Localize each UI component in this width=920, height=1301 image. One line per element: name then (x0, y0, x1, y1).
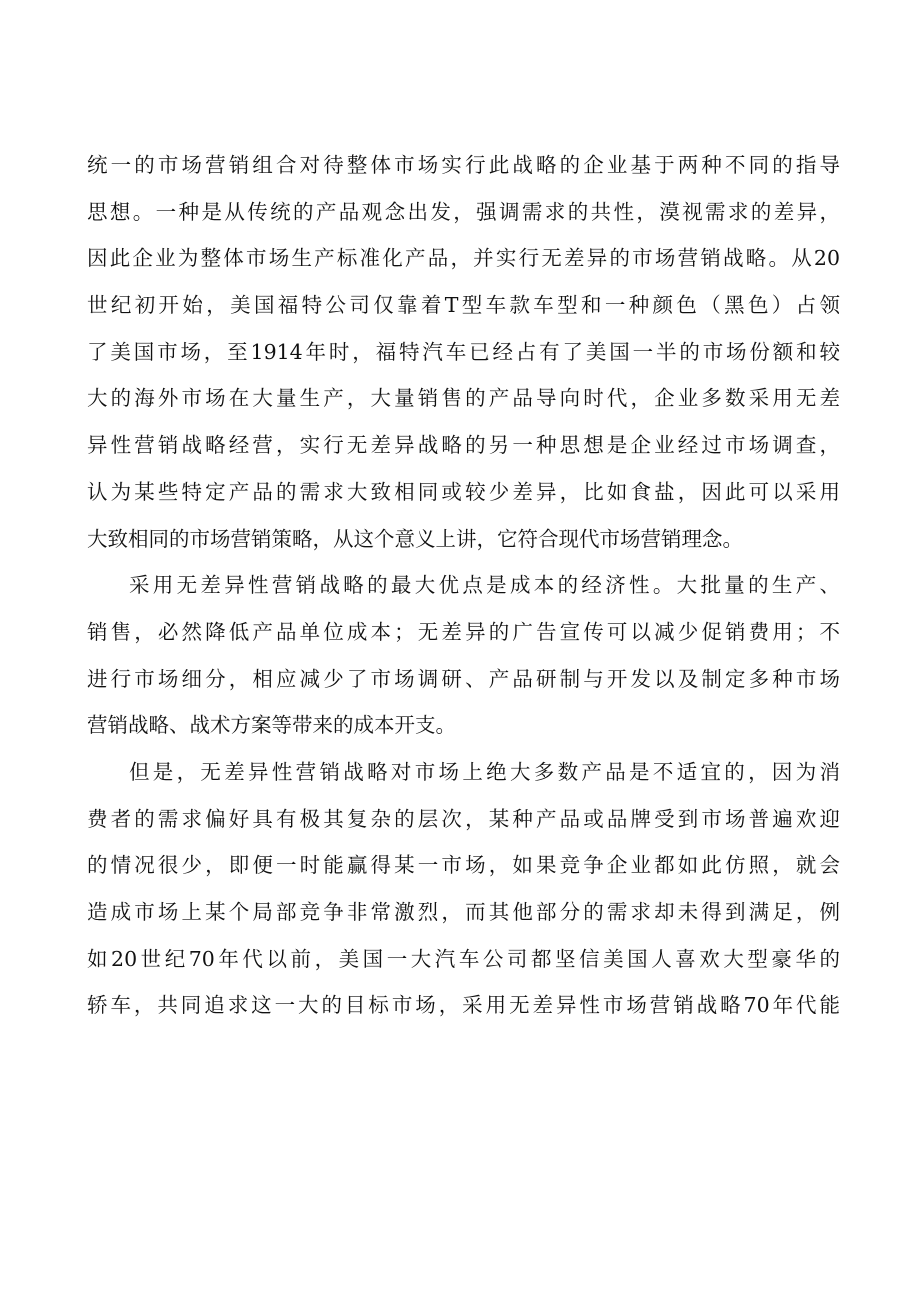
text-line: 思想。一种是从传统的产品观念出发，强调需求的共性，漠视需求的差异， (87, 199, 840, 224)
paragraph-first-line: 但是，无差异性营销战略对市场上绝大多数产品是不适宜的，因为消 (129, 759, 840, 784)
text-line: 如20世纪70年代以前，美国一大汽车公司都坚信美国人喜欢大型豪华的 (87, 946, 840, 971)
paragraph-first-line: 采用无差异性营销战略的最大优点是成本的经济性。大批量的生产、 (129, 573, 840, 598)
text-line: 因此企业为整体市场生产标准化产品，并实行无差异的市场营销战略。从20 (87, 246, 840, 271)
document-body (87, 142, 840, 1029)
text-line: 销售，必然降低产品单位成本；无差异的广告宣传可以减少促销费用；不 (87, 619, 840, 644)
text-line: 异性营销战略经营，实行无差异战略的另一种思想是企业经过市场调查， (87, 433, 840, 458)
text-line: 造成市场上某个局部竞争非常激烈，而其他部分的需求却未得到满足，例 (87, 900, 840, 924)
text-line: 统一的市场营销组合对待整体市场实行此战略的企业基于两种不同的指导 (87, 153, 840, 177)
text-line: 进行市场细分，相应减少了市场调研、产品研制与开发以及制定多种市场 (87, 666, 840, 691)
text-line: 认为某些特定产品的需求大致相同或较少差异，比如食盐，因此可以采用 (87, 479, 840, 504)
text-line: 营销战略、战术方案等带来的成本开支。 (87, 713, 456, 738)
text-line: 大致相同的市场营销策略，从这个意义上讲，它符合现代市场营销理念。 (87, 526, 743, 551)
text-line: 世纪初开始，美国福特公司仅靠着T型车款车型和一种颜色（黑色）占领 (87, 293, 840, 318)
text-line: 费者的需求偏好具有极其复杂的层次，某种产品或品牌受到市场普遍欢迎 (87, 806, 840, 831)
text-line: 轿车，共同追求这一大的目标市场，采用无差异性市场营销战略70年代能 (87, 993, 840, 1018)
text-line: 的情况很少，即便一时能赢得某一市场，如果竞争企业都如此仿照，就会 (87, 853, 840, 878)
text-line: 大的海外市场在大量生产，大量销售的产品导向时代，企业多数采用无差 (87, 386, 840, 411)
text-line: 了美国市场，至1914年时，福特汽车已经占有了美国一半的市场份额和较 (87, 339, 840, 364)
